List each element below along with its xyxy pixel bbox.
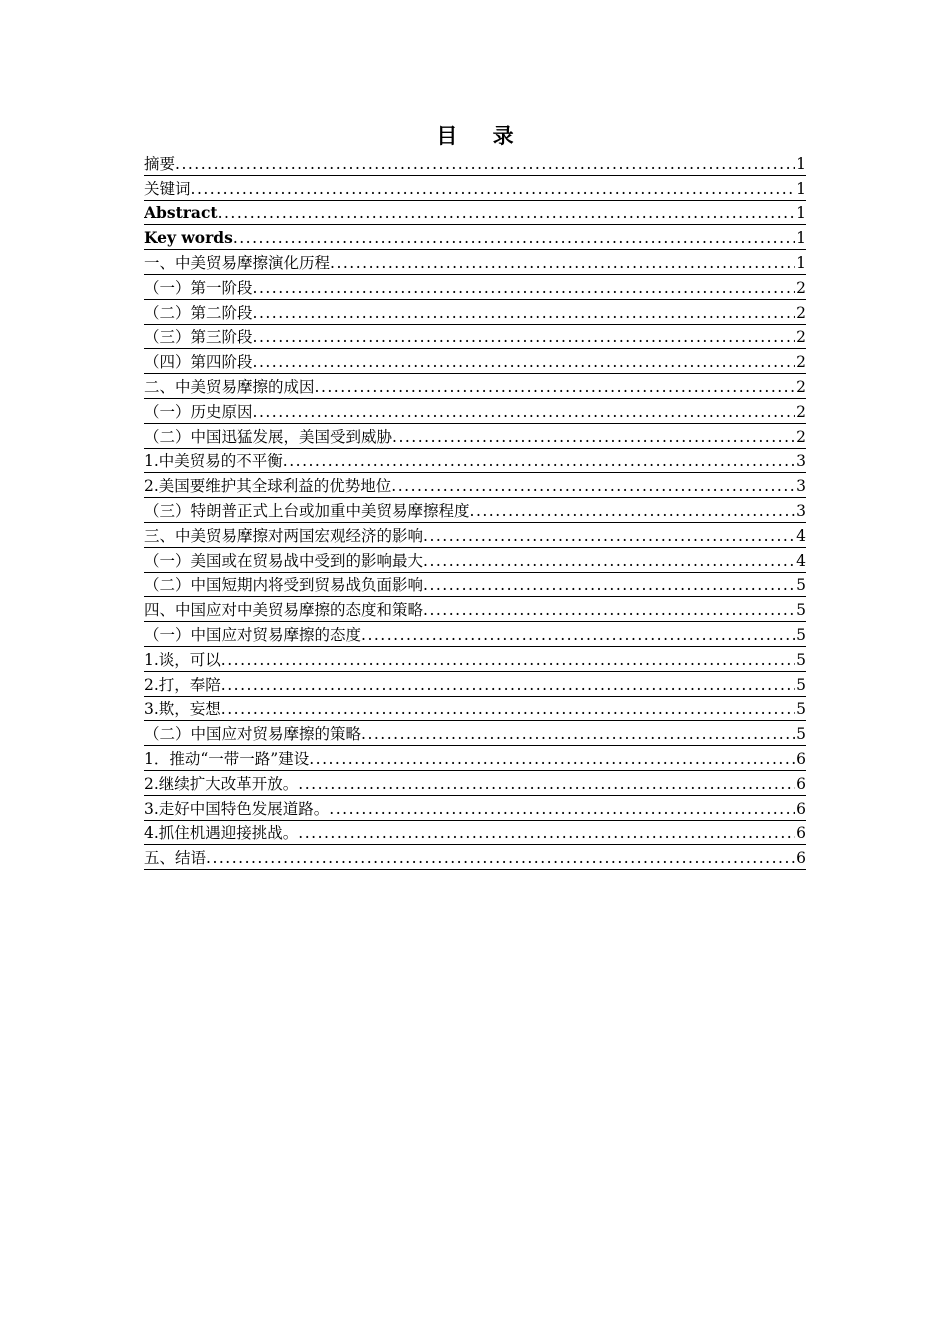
toc-entry[interactable] [144,250,806,275]
toc-entry-label: （一）历史原因 [144,402,253,421]
toc-dot-leader [392,427,795,448]
toc-entry-page-number: 5 [796,625,806,644]
toc-entry-label: 五、结语 [144,849,207,868]
toc-entry[interactable] [144,523,806,548]
toc-dot-leader [233,228,795,249]
toc-dot-leader [206,848,795,869]
toc-entry-page-number: 5 [796,650,806,669]
toc-entry-page-number: 2 [796,328,806,347]
toc-entry-label: Abstract [144,203,218,223]
toc-entry-page-number: 2 [796,353,806,372]
toc-entry-page-number: 5 [796,725,806,744]
toc-entry-label: 三、中美贸易摩擦对两国宏观经济的影响 [144,526,424,545]
toc-entry[interactable] [144,548,806,573]
toc-entry-label: Key words [144,228,233,248]
toc-entry[interactable] [144,225,806,250]
toc-entry[interactable] [144,300,806,325]
toc-dot-leader [253,278,796,299]
toc-entry-page-number: 4 [796,551,806,570]
toc-entry[interactable] [144,498,806,523]
toc-entry[interactable] [144,399,806,424]
toc-entry-label: （二）第二阶段 [144,303,253,322]
toc-dot-leader [423,551,795,572]
toc-entry-page-number: 2 [796,278,806,297]
toc-entry-label: 3.走好中国特色发展道路。 [144,799,330,818]
toc-dot-leader [391,476,795,497]
toc-entry[interactable] [144,796,806,821]
toc-entry-page-number: 1 [796,229,806,248]
toc-dot-leader [470,501,796,522]
toc-entry-page-number: 5 [796,675,806,694]
toc-entry[interactable] [144,697,806,722]
toc-entry[interactable] [144,821,806,846]
toc-dot-leader [175,154,795,175]
toc-entry-label: 1.谈，可以 [144,650,221,669]
toc-entry[interactable] [144,721,806,746]
toc-entry-page-number: 6 [796,824,806,843]
toc-dot-leader [283,451,795,472]
toc-dot-leader [423,575,795,596]
toc-dot-leader [218,203,796,224]
toc-entry-label: 2.打，奉陪 [144,675,221,694]
toc-entry-label: 1．推动“一带一路”建设 [144,749,310,768]
toc-entry[interactable] [144,201,806,226]
toc-entry-page-number: 4 [796,526,806,545]
toc-dot-leader [309,749,795,770]
toc-entry-page-number: 2 [796,402,806,421]
toc-entry[interactable] [144,275,806,300]
toc-entry-label: 4.抓住机遇迎接挑战。 [144,824,299,843]
toc-entry-page-number: 6 [796,774,806,793]
toc-dot-leader [298,774,795,795]
toc-entry-label: （一）美国或在贸易战中受到的影响最大 [144,551,424,570]
toc-entry-page-number: 2 [796,427,806,446]
toc-dot-leader [298,823,795,844]
toc-entry-label: 四、中国应对中美贸易摩擦的态度和策略 [144,601,424,620]
toc-dot-leader [253,303,796,324]
toc-entry[interactable] [144,473,806,498]
toc-entry-label: 摘要 [144,154,176,173]
toc-entry-page-number: 2 [796,377,806,396]
toc-dot-leader [423,600,795,621]
toc-entry[interactable] [144,374,806,399]
toc-dot-leader [253,402,796,423]
toc-entry-label: （一）中国应对贸易摩擦的态度 [144,625,362,644]
toc-entry-page-number: 6 [796,799,806,818]
toc-dot-leader [221,675,795,696]
toc-dot-leader [423,526,795,547]
toc-dot-leader [221,650,795,671]
toc-entry[interactable] [144,424,806,449]
toc-entry[interactable] [144,622,806,647]
toc-entry-page-number: 6 [796,849,806,868]
toc-entry[interactable] [144,449,806,474]
toc-entry-page-number: 3 [796,452,806,471]
toc-entry[interactable] [144,672,806,697]
toc-entry-label: 2.继续扩大改革开放。 [144,774,299,793]
toc-entry-label: （三）特朗普正式上台或加重中美贸易摩擦程度 [144,501,470,520]
toc-entry-page-number: 5 [796,601,806,620]
toc-entry[interactable] [144,845,806,870]
toc-entry-label: 关键词 [144,179,191,198]
toc-dot-leader [329,799,795,820]
toc-entry-label: （一）第一阶段 [144,278,253,297]
toc-entry-label: （四）第四阶段 [144,353,253,372]
toc-entry[interactable] [144,771,806,796]
toc-dot-leader [191,179,796,200]
toc-entry-label: （二）中国迅猛发展，美国受到威胁 [144,427,393,446]
toc-entry[interactable] [144,349,806,374]
toc-dot-leader [361,625,795,646]
toc-title: 目 录 [436,124,528,148]
toc-entry-label: 二、中美贸易摩擦的成因 [144,377,315,396]
toc-entry-page-number: 6 [796,749,806,768]
toc-entry-label: 一、中美贸易摩擦演化历程 [144,253,331,272]
toc-dot-leader [330,253,795,274]
toc-entry-label: （二）中国短期内将受到贸易战负面影响 [144,576,424,595]
toc-dot-leader [253,352,796,373]
toc-dot-leader [315,377,796,398]
toc-entry-page-number: 3 [796,477,806,496]
toc-dot-leader [253,327,796,348]
toc-entry-page-number: 3 [796,501,806,520]
toc-entry-page-number: 5 [796,700,806,719]
toc-entry[interactable] [144,176,806,201]
toc-entry-page-number: 1 [796,204,806,223]
toc-entry-page-number: 1 [796,253,806,272]
toc-entry-page-number: 5 [796,576,806,595]
toc-entry-label: 2.美国要维护其全球利益的优势地位 [144,477,392,496]
toc-entry[interactable] [144,746,806,771]
toc-entry-page-number: 1 [796,154,806,173]
toc-entry[interactable] [144,647,806,672]
toc-entry[interactable] [144,597,806,622]
toc-entry[interactable] [144,151,806,176]
toc-entry-label: （三）第三阶段 [144,328,253,347]
toc-entry-page-number: 1 [796,179,806,198]
toc-entry-label: （二）中国应对贸易摩擦的策略 [144,725,362,744]
toc-entry[interactable] [144,573,806,598]
toc-entry-page-number: 2 [796,303,806,322]
toc-list [144,151,806,870]
toc-entry-label: 1.中美贸易的不平衡 [144,452,283,471]
toc-entry[interactable] [144,325,806,350]
toc-entry-label: 3.欺，妄想 [144,700,221,719]
toc-dot-leader [361,724,795,745]
toc-dot-leader [221,699,795,720]
